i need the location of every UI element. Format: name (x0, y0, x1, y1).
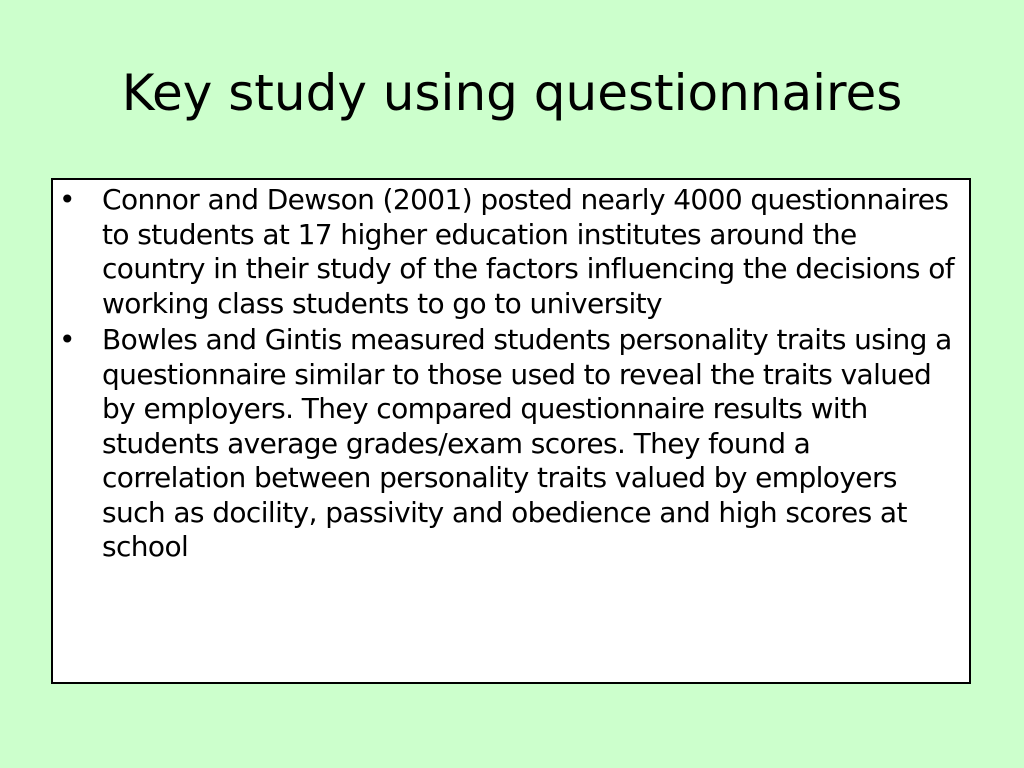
slide-title: Key study using questionnaires (121, 64, 903, 122)
bullet-item-connor-dewson (59, 183, 959, 321)
content-box (51, 178, 971, 684)
bullet-text: Connor and Dewson (2001) posted nearly 4000 questionnaires to students at 17 higher education institutes around the country in their study of the factors influencing the decisions of working class students to go to university (102, 183, 954, 320)
bullet-item-bowles-gintis (59, 323, 959, 565)
bullet-icon: • (59, 183, 75, 216)
bullet-icon: • (59, 323, 75, 356)
bullet-list (59, 183, 959, 567)
bullet-text: Bowles and Gintis measured students personality traits using a questionnaire similar to those used to reveal the traits valued by employers. They compared questionnaire results with students average grades/exam scores. They found a correlation between personality traits valued by employers such as docility, passivity and obedience and high scores at school (102, 323, 952, 563)
